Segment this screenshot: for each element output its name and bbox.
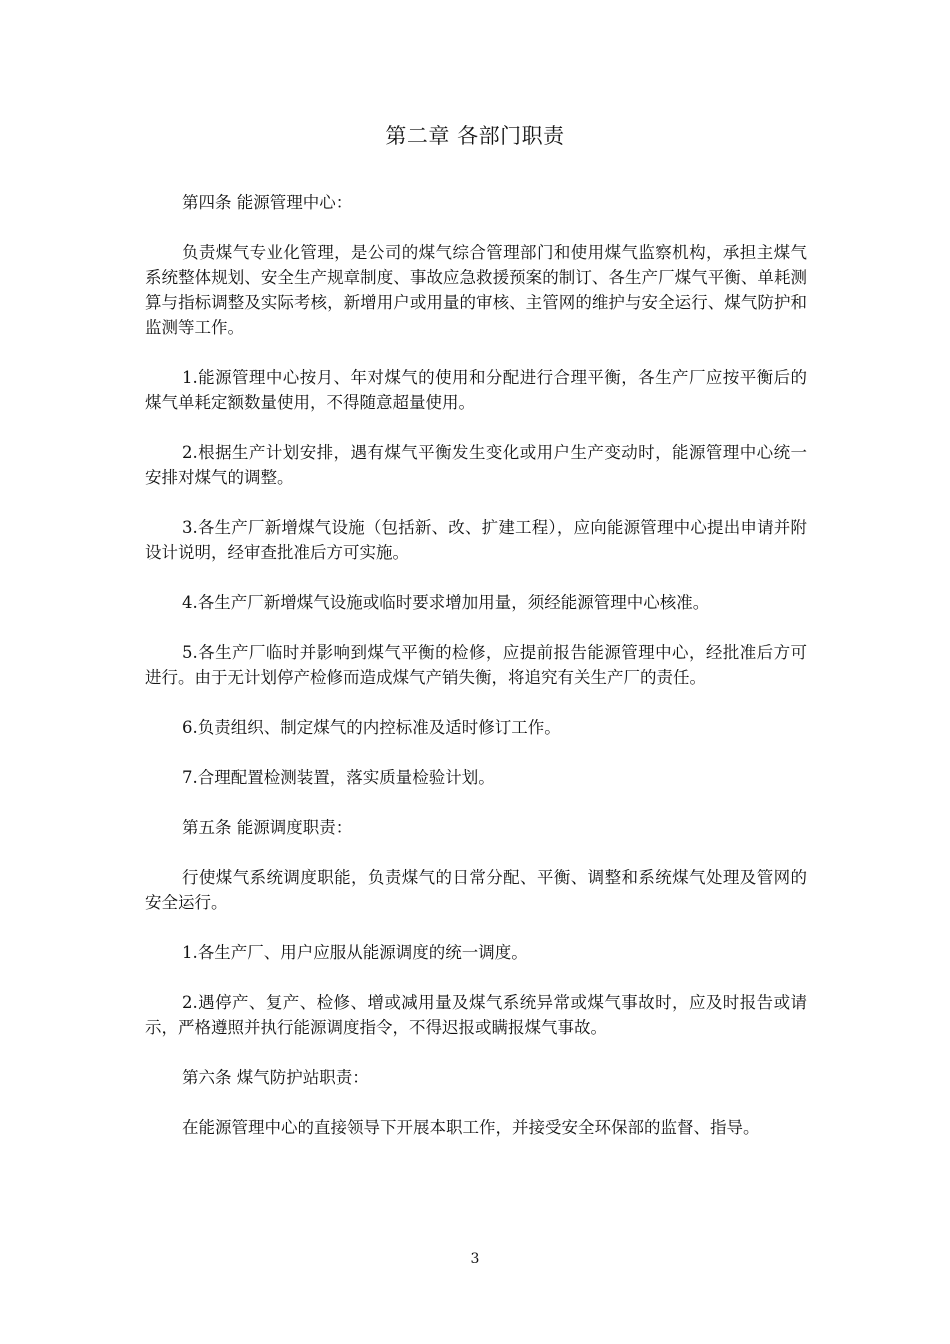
document-body [145, 190, 807, 1165]
list-item: 2.遇停产、复产、检修、增或减用量及煤气系统异常或煤气事故时，应及时报告或请示，严格遵照并执行能源调度指令，不得迟报或瞒报煤气事故。 [145, 993, 807, 1037]
list-item: 7.合理配置检测装置，落实质量检验计划。 [182, 768, 495, 787]
article-heading: 第五条 能源调度职责： [182, 818, 353, 837]
article-heading: 第六条 煤气防护站职责： [182, 1068, 369, 1087]
article-heading: 第四条 能源管理中心： [182, 193, 353, 212]
paragraph: 在能源管理中心的直接领导下开展本职工作，并接受安全环保部的监督、指导。 [182, 1118, 760, 1137]
list-item: 1.能源管理中心按月、年对煤气的使用和分配进行合理平衡，各生产厂应按平衡后的煤气单耗定额数量使用，不得随意超量使用。 [145, 368, 807, 412]
list-item: 5.各生产厂临时并影响到煤气平衡的检修，应提前报告能源管理中心，经批准后方可进行。由于无计划停产检修而造成煤气产销失衡，将追究有关生产厂的责任。 [145, 643, 807, 687]
list-item: 3.各生产厂新增煤气设施（包括新、改、扩建工程），应向能源管理中心提出申请并附设计说明，经审查批准后方可实施。 [145, 518, 807, 562]
paragraph: 负责煤气专业化管理，是公司的煤气综合管理部门和使用煤气监察机构，承担主煤气系统整体规划、安全生产规章制度、事故应急救援预案的制订、各生产厂煤气平衡、单耗测算与指标调整及实际考核，新增用户或用量的审核、主管网的维护与安全运行、煤气防护和监测等工作。 [145, 243, 807, 337]
list-item: 4.各生产厂新增煤气设施或临时要求增加用量，须经能源管理中心核准。 [182, 593, 710, 612]
chapter-title: 第二章 各部门职责 [385, 124, 565, 148]
list-item: 1.各生产厂、用户应服从能源调度的统一调度。 [182, 943, 528, 962]
page-number: 3 [470, 1251, 480, 1267]
paragraph: 行使煤气系统调度职能，负责煤气的日常分配、平衡、调整和系统煤气处理及管网的安全运行。 [145, 868, 807, 912]
list-item: 6.负责组织、制定煤气的内控标准及适时修订工作。 [182, 718, 561, 737]
list-item: 2.根据生产计划安排，遇有煤气平衡发生变化或用户生产变动时，能源管理中心统一安排对煤气的调整。 [145, 443, 807, 487]
